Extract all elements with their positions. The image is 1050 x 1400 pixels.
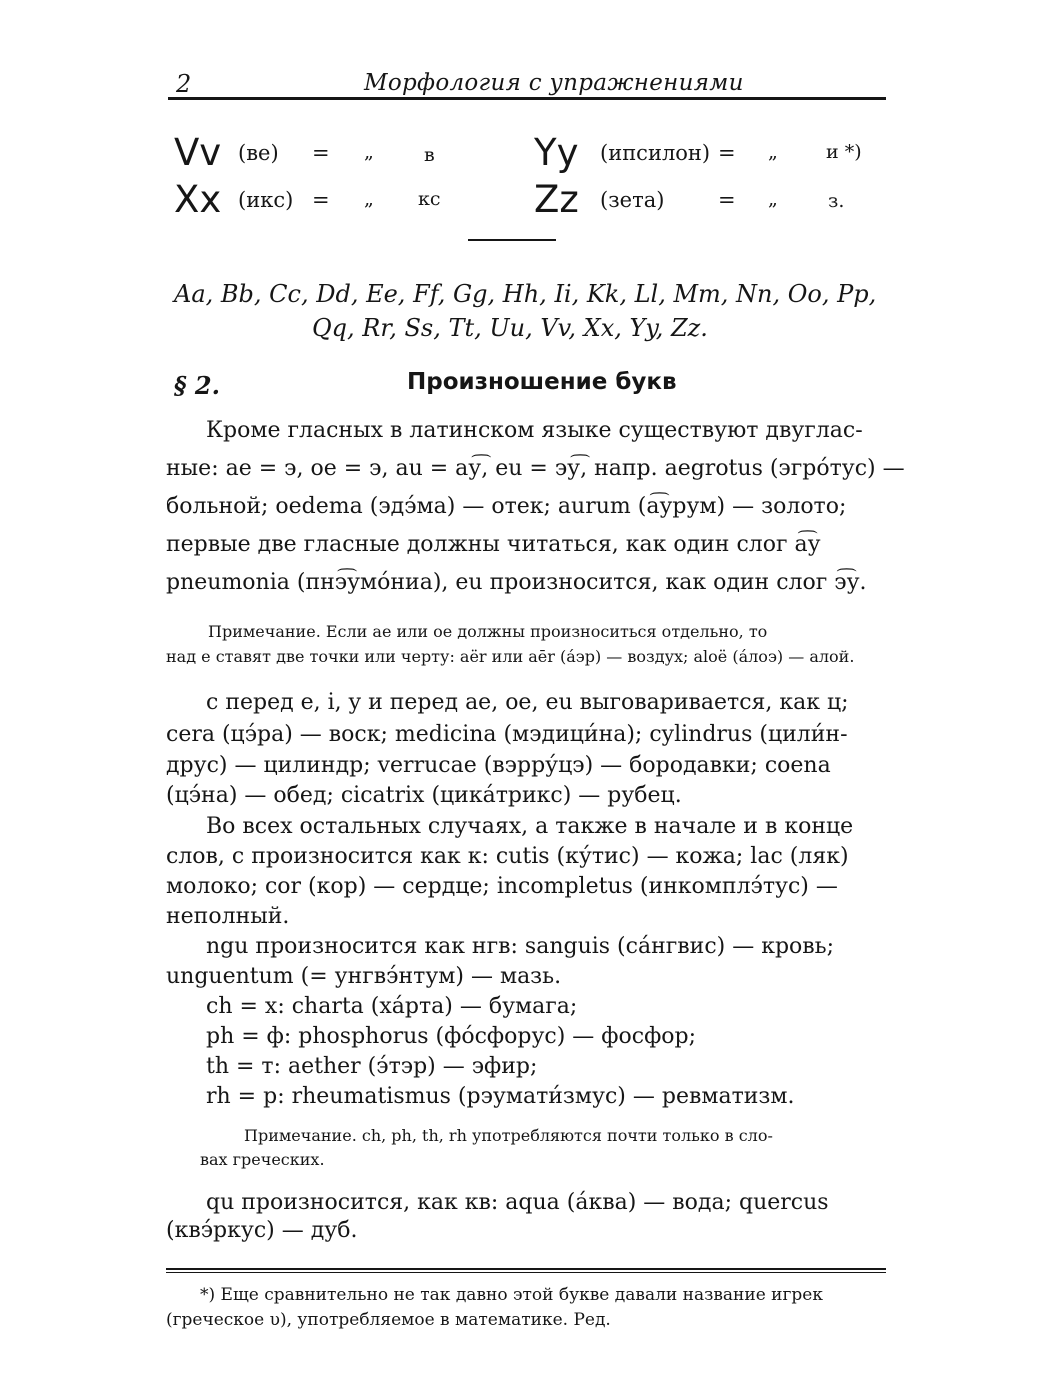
paragraph-2-line-3: друс) — цилиндр; verrucae (вэрру́цэ) — бородавки; coena — [166, 753, 831, 778]
section-number: § 2. — [174, 371, 220, 400]
page-number: 2 — [176, 70, 192, 98]
paragraph-3-line-4: неполный. — [166, 904, 290, 929]
paragraph-1-line-3: больной; oedema (эдэ́ма) — отек; aurum (а͡урум) — золото; — [166, 494, 847, 519]
paragraph-2-line-4: (цэ́на) — обед; cicatrix (цика́трикс) — рубец. — [166, 783, 682, 808]
letter-zz-sound: з. — [828, 190, 845, 212]
letter-zz: Zz — [534, 178, 579, 221]
letter-vv-name: (ве) — [238, 141, 279, 165]
italic-alphabet-line-1: Aa, Bb, Cc, Dd, Ee, Ff, Gg, Hh, Ii, Kk, Ll, Mm, Nn, Oo, Pp, — [174, 280, 877, 308]
digraph-ch: ch = х: charta (ха́рта) — бумага; — [206, 994, 578, 1019]
note-2-line-2: вах греческих. — [200, 1150, 325, 1169]
letter-vv-eq: = — [312, 141, 330, 165]
paragraph-2-line-2: cera (цэ́ра) — воск; medicina (мэдици́на); cylindrus (цили́н- — [166, 722, 848, 747]
letter-yy-name: (ипсилон) — [600, 141, 711, 165]
letter-zz-mark: „ — [768, 188, 778, 210]
header-rule — [168, 97, 886, 100]
letter-vv-sound: в — [424, 144, 435, 166]
paragraph-1-line-4: первые две гласные должны читаться, как один слог а͡у — [166, 532, 821, 557]
letter-xx: Xx — [174, 178, 222, 221]
digraph-ph: ph = ф: phosphorus (фо́сфорус) — фосфор; — [206, 1024, 697, 1049]
letter-xx-eq: = — [312, 188, 330, 212]
paragraph-2-line-1: c перед e, i, y и перед ae, oe, eu выговаривается, как ц; — [206, 690, 849, 715]
letter-vv: Vv — [174, 131, 222, 174]
paragraph-3-line-2: слов, c произносится как к: cutis (ку́тис) — кожа; lac (ляк) — [166, 844, 849, 869]
italic-alphabet-line-2: Qq, Rr, Ss, Tt, Uu, Vv, Xx, Yy, Zz. — [312, 314, 708, 342]
letter-yy-sound: и *) — [826, 141, 862, 163]
paragraph-1-line-1: Кроме гласных в латинском языке существуют двуглас- — [206, 418, 863, 443]
letter-xx-sound: кс — [418, 188, 441, 210]
digraph-rh: rh = р: rheumatismus (рэумати́змус) — ревматизм. — [206, 1084, 795, 1109]
paragraph-4-line-1: ngu произносится как нгв: sanguis (са́нгвис) — кровь; — [206, 934, 835, 959]
paragraph-5-line-1: qu произносится, как кв: aqua (а́ква) — вода; quercus — [206, 1190, 829, 1215]
separator-rule — [468, 239, 556, 241]
section-title: Произношение букв — [407, 369, 677, 395]
letter-vv-mark: „ — [364, 141, 374, 163]
running-head: Морфология с упражнениями — [364, 70, 744, 96]
paragraph-3-line-3: молоко; cor (кор) — сердце; incompletus (инкомплэ́тус) — — [166, 874, 838, 899]
footnote-line-2: (греческое υ), употребляемое в математике. Ред. — [166, 1310, 611, 1330]
paragraph-5-line-2: (квэ́ркус) — дуб. — [166, 1218, 358, 1243]
paragraph-4-line-2: unguentum (= унгвэ́нтум) — мазь. — [166, 964, 562, 989]
letter-zz-eq: = — [718, 188, 736, 212]
paragraph-1-line-2: ные: ae = э, oe = э, au = ау͡, eu = эу͡, напр. aegrotus (эгро́тус) — — [166, 456, 905, 481]
footnote-rule — [166, 1268, 886, 1270]
note-2-line-1: Примечание. ch, ph, th, rh употребляются почти только в сло- — [244, 1126, 773, 1145]
letter-xx-mark: „ — [364, 188, 374, 210]
paragraph-1-line-5: pneumonia (пнэ͡умо́ниа), eu произносится, как один слог э͡у. — [166, 570, 867, 595]
footnote-rule-thin — [166, 1272, 886, 1273]
note-1-line-1: Примечание. Если ae или oe должны произноситься отдельно, то — [208, 622, 768, 641]
paragraph-3-line-1: Во всех остальных случаях, а также в начале и в конце — [206, 814, 854, 839]
letter-yy-mark: „ — [768, 141, 778, 163]
letter-yy-eq: = — [718, 141, 736, 165]
footnote-line-1: *) Еще сравнительно не так давно этой букве давали название игрек — [200, 1285, 823, 1305]
note-1-line-2: над e ставят две точки или черту: aër или aēr (а́эр) — воздух; aloë (а́лоэ) — алой. — [166, 647, 855, 666]
letter-yy: Yy — [534, 131, 579, 174]
letter-xx-name: (икс) — [238, 188, 294, 212]
digraph-th: th = т: aether (э́тэр) — эфир; — [206, 1054, 538, 1079]
letter-zz-name: (зета) — [600, 188, 665, 212]
